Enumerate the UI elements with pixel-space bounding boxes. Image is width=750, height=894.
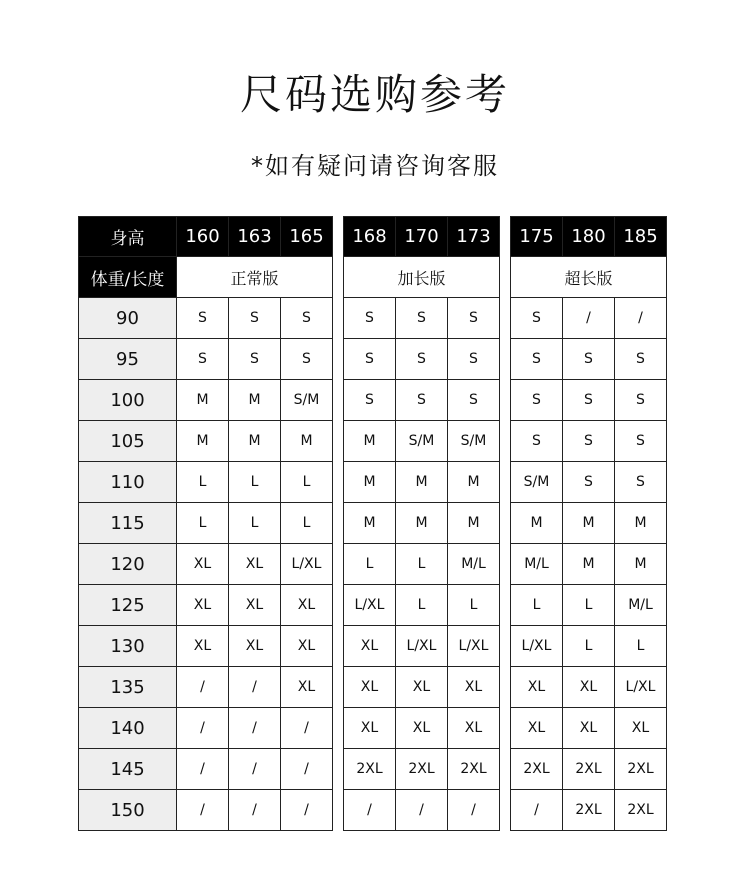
- size-cell: /: [176, 789, 229, 831]
- size-cell: /: [280, 748, 333, 790]
- size-cell: L: [280, 461, 333, 503]
- size-cell: XL: [228, 543, 281, 585]
- size-cell: XL: [510, 707, 563, 749]
- size-cell: M: [614, 502, 667, 544]
- size-cell: M: [343, 502, 396, 544]
- height-value-168: 168: [343, 216, 396, 257]
- size-cell: S: [395, 297, 448, 339]
- size-cell: S: [562, 338, 615, 380]
- size-cell: S: [510, 297, 563, 339]
- size-cell: S: [228, 338, 281, 380]
- size-cell: XL: [614, 707, 667, 749]
- size-cell: XL: [228, 625, 281, 667]
- size-cell: L: [176, 502, 229, 544]
- size-cell: S: [343, 338, 396, 380]
- version-group-label: 加长版: [343, 256, 500, 298]
- size-cell: S: [447, 338, 500, 380]
- size-cell: XL: [447, 666, 500, 708]
- height-value-185: 185: [614, 216, 667, 257]
- size-cell: S: [280, 338, 333, 380]
- size-cell: 2XL: [614, 789, 667, 831]
- height-value-165: 165: [280, 216, 333, 257]
- size-cell: M: [343, 461, 396, 503]
- size-cell: /: [228, 707, 281, 749]
- size-cell: S: [614, 338, 667, 380]
- size-cell: M: [447, 461, 500, 503]
- size-cell: S: [614, 461, 667, 503]
- size-cell: S: [228, 297, 281, 339]
- size-cell: XL: [280, 666, 333, 708]
- size-cell: M/L: [510, 543, 563, 585]
- weight-cell: 100: [78, 379, 177, 421]
- size-cell: S: [562, 420, 615, 462]
- size-cell: /: [228, 748, 281, 790]
- size-cell: /: [176, 707, 229, 749]
- size-cell: M: [343, 420, 396, 462]
- weight-cell: 90: [78, 297, 177, 339]
- size-cell: S: [343, 379, 396, 421]
- size-cell: L: [280, 502, 333, 544]
- size-cell: XL: [343, 666, 396, 708]
- size-cell: S: [614, 420, 667, 462]
- size-cell: 2XL: [510, 748, 563, 790]
- size-cell: L/XL: [510, 625, 563, 667]
- size-cell: XL: [343, 707, 396, 749]
- weight-cell: 140: [78, 707, 177, 749]
- size-cell: L/XL: [280, 543, 333, 585]
- size-cell: XL: [280, 584, 333, 626]
- size-cell: 2XL: [562, 789, 615, 831]
- size-chart-table: [78, 216, 666, 829]
- size-cell: M: [228, 420, 281, 462]
- size-cell: M: [395, 502, 448, 544]
- size-cell: L: [395, 584, 448, 626]
- size-cell: L: [562, 584, 615, 626]
- size-cell: XL: [395, 666, 448, 708]
- size-cell: /: [228, 789, 281, 831]
- size-cell: XL: [280, 625, 333, 667]
- size-cell: M: [562, 502, 615, 544]
- size-cell: S/M: [447, 420, 500, 462]
- size-cell: M: [562, 543, 615, 585]
- size-cell: L: [614, 625, 667, 667]
- height-value-173: 173: [447, 216, 500, 257]
- size-cell: 2XL: [395, 748, 448, 790]
- size-cell: XL: [562, 707, 615, 749]
- size-cell: L/XL: [447, 625, 500, 667]
- weight-cell: 145: [78, 748, 177, 790]
- size-cell: /: [343, 789, 396, 831]
- size-cell: /: [562, 297, 615, 339]
- size-cell: /: [280, 707, 333, 749]
- size-cell: S/M: [395, 420, 448, 462]
- version-group-label: 正常版: [176, 256, 333, 298]
- size-cell: L/XL: [614, 666, 667, 708]
- size-cell: /: [280, 789, 333, 831]
- size-cell: M: [447, 502, 500, 544]
- height-value-175: 175: [510, 216, 563, 257]
- height-value-180: 180: [562, 216, 615, 257]
- height-value-160: 160: [176, 216, 229, 257]
- size-cell: XL: [176, 584, 229, 626]
- size-cell: XL: [176, 625, 229, 667]
- size-cell: S: [280, 297, 333, 339]
- size-cell: L: [510, 584, 563, 626]
- size-cell: M/L: [614, 584, 667, 626]
- size-cell: /: [395, 789, 448, 831]
- size-cell: L/XL: [343, 584, 396, 626]
- size-cell: XL: [510, 666, 563, 708]
- size-cell: S: [176, 297, 229, 339]
- size-cell: S: [395, 379, 448, 421]
- size-cell: XL: [395, 707, 448, 749]
- weight-cell: 135: [78, 666, 177, 708]
- size-cell: L: [228, 502, 281, 544]
- weight-cell: 130: [78, 625, 177, 667]
- size-cell: M: [176, 420, 229, 462]
- weight-cell: 110: [78, 461, 177, 503]
- size-cell: L: [228, 461, 281, 503]
- size-cell: M: [614, 543, 667, 585]
- size-cell: L: [395, 543, 448, 585]
- size-cell: L: [562, 625, 615, 667]
- size-cell: S/M: [280, 379, 333, 421]
- size-cell: XL: [447, 707, 500, 749]
- size-cell: /: [228, 666, 281, 708]
- size-cell: M: [280, 420, 333, 462]
- size-cell: M: [228, 379, 281, 421]
- size-cell: S: [510, 379, 563, 421]
- size-cell: M: [395, 461, 448, 503]
- size-cell: S: [614, 379, 667, 421]
- weight-cell: 125: [78, 584, 177, 626]
- size-cell: S: [176, 338, 229, 380]
- size-cell: 2XL: [343, 748, 396, 790]
- weight-cell: 150: [78, 789, 177, 831]
- size-cell: 2XL: [447, 748, 500, 790]
- size-cell: /: [510, 789, 563, 831]
- size-cell: 2XL: [614, 748, 667, 790]
- size-cell: XL: [562, 666, 615, 708]
- size-cell: S: [343, 297, 396, 339]
- height-header-label: 身高: [78, 216, 177, 257]
- weight-cell: 115: [78, 502, 177, 544]
- size-cell: S: [562, 461, 615, 503]
- size-cell: L: [176, 461, 229, 503]
- size-cell: 2XL: [562, 748, 615, 790]
- weight-cell: 120: [78, 543, 177, 585]
- page-subtitle: *如有疑问请咨询客服: [251, 152, 499, 180]
- size-cell: M/L: [447, 543, 500, 585]
- weight-cell: 95: [78, 338, 177, 380]
- size-cell: XL: [343, 625, 396, 667]
- size-cell: S: [510, 420, 563, 462]
- version-group-label: 超长版: [510, 256, 667, 298]
- size-cell: S/M: [510, 461, 563, 503]
- size-cell: /: [176, 748, 229, 790]
- weight-cell: 105: [78, 420, 177, 462]
- size-cell: /: [614, 297, 667, 339]
- size-cell: S: [447, 379, 500, 421]
- size-cell: M: [176, 379, 229, 421]
- size-cell: L/XL: [395, 625, 448, 667]
- weight-length-header-label: 体重/长度: [78, 256, 177, 298]
- height-value-170: 170: [395, 216, 448, 257]
- size-cell: /: [176, 666, 229, 708]
- size-cell: S: [562, 379, 615, 421]
- size-cell: S: [510, 338, 563, 380]
- size-cell: XL: [176, 543, 229, 585]
- size-cell: S: [447, 297, 500, 339]
- height-value-163: 163: [228, 216, 281, 257]
- size-cell: /: [447, 789, 500, 831]
- size-cell: L: [343, 543, 396, 585]
- size-cell: S: [395, 338, 448, 380]
- size-cell: L: [447, 584, 500, 626]
- page-title: 尺码选购参考: [239, 70, 510, 119]
- size-cell: XL: [228, 584, 281, 626]
- size-cell: M: [510, 502, 563, 544]
